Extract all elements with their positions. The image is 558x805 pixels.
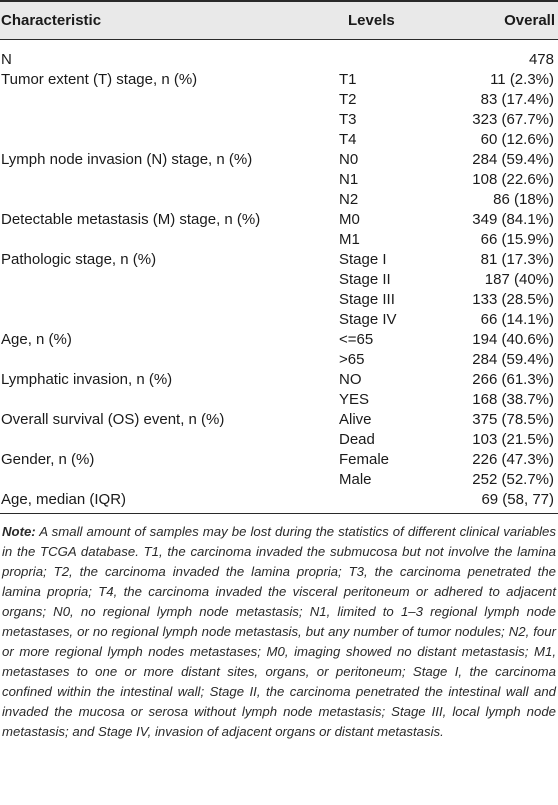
note-text: A small amount of samples may be lost during the statistics of different clinical variables in the TCGA database. T1, the carcinoma invaded the submucosa but not involve the lamina propria; T2, the carcinoma invaded the lamina propria; T3, the carcinoma penetrated the lamina propria; T4, the carcinoma invaded the visceral peritoneum or adhered to adjacent organs; N0, no regional lymph node metastasis; N1, limited to 1–3 regional lymph node metastases, or no regional lymph node metastasis, but any number of tumor nodules; N2, four or more regional lymph nodes metastases; M0, imaging showed no distant metastasis; M1, metastases to one or more distant sites, organs, or peritoneum; Stage I, the carcinoma confined within the intestinal wall; Stage II, the carcinoma penetrated the intestinal wall and invaded the mucosa or serosa without lymph node metastasis; Stage III, local lymph node metastasis; and Stage IV, invasion of adjacent organs or distant metastasis. <box>2 524 556 739</box>
cell-level: Male <box>339 471 372 488</box>
table-footnote <box>0 513 558 742</box>
table-row <box>0 190 558 210</box>
cell-level: N1 <box>339 171 359 188</box>
cell-overall: 252 (52.7%) <box>472 471 554 488</box>
table-row <box>0 210 558 230</box>
cell-overall: 349 (84.1%) <box>472 211 554 228</box>
table-row <box>0 350 558 370</box>
cell-overall: 133 (28.5%) <box>472 291 554 308</box>
table-row <box>0 110 558 130</box>
table-row <box>0 290 558 310</box>
cell-characteristic <box>0 90 338 110</box>
table-row <box>0 40 558 71</box>
cell-level: NO <box>339 371 362 388</box>
cell-characteristic: Overall survival (OS) event, n (%) <box>1 411 225 428</box>
cell-level: Dead <box>339 431 375 448</box>
table-row <box>0 330 558 350</box>
cell-overall: 194 (40.6%) <box>472 331 554 348</box>
cell-characteristic: Age, n (%) <box>1 331 72 348</box>
cell-characteristic <box>0 130 338 150</box>
cell-overall: 284 (59.4%) <box>472 351 554 368</box>
cell-characteristic <box>0 310 338 330</box>
table-row <box>0 490 558 513</box>
table-row <box>0 450 558 470</box>
table-row <box>0 250 558 270</box>
header-characteristic: Characteristic <box>1 11 102 29</box>
cell-level: Stage II <box>339 271 391 288</box>
cell-overall: 60 (12.6%) <box>480 131 554 148</box>
cell-overall: 266 (61.3%) <box>472 371 554 388</box>
table-header-row <box>0 1 558 40</box>
cell-overall: 284 (59.4%) <box>472 151 554 168</box>
cell-overall: 11 (2.3%) <box>490 71 554 88</box>
cell-overall: 478 <box>528 51 554 68</box>
cell-characteristic <box>0 230 338 250</box>
cell-level: N2 <box>339 191 359 208</box>
cell-overall: 66 (14.1%) <box>480 311 554 328</box>
cell-characteristic <box>0 350 338 370</box>
table-row <box>0 430 558 450</box>
cell-characteristic: Pathologic stage, n (%) <box>1 251 157 268</box>
table-row <box>0 470 558 490</box>
cell-overall: 103 (21.5%) <box>472 431 554 448</box>
cell-level: Alive <box>339 411 372 428</box>
cell-characteristic: Gender, n (%) <box>1 451 95 468</box>
header-levels: Levels <box>348 11 395 29</box>
cell-characteristic: Tumor extent (T) stage, n (%) <box>1 71 198 88</box>
table-row <box>0 130 558 150</box>
note-label: Note: <box>2 524 36 539</box>
cell-overall: 83 (17.4%) <box>480 91 554 108</box>
cell-level: T2 <box>339 91 357 108</box>
cell-level: YES <box>339 391 370 408</box>
table-row <box>0 270 558 290</box>
cell-level: T1 <box>339 71 357 88</box>
cell-overall: 69 (58, 77) <box>481 491 554 508</box>
cell-characteristic <box>0 190 338 210</box>
cell-level: M1 <box>339 231 360 248</box>
cell-characteristic <box>0 110 338 130</box>
cell-characteristic <box>0 290 338 310</box>
table-row <box>0 390 558 410</box>
cell-overall: 108 (22.6%) <box>472 171 554 188</box>
table-row <box>0 370 558 390</box>
cell-overall: 66 (15.9%) <box>480 231 554 248</box>
cell-overall: 168 (38.7%) <box>472 391 554 408</box>
cell-level: N0 <box>339 151 359 168</box>
cell-overall: 86 (18%) <box>493 191 554 208</box>
header-overall: Overall <box>504 11 555 29</box>
cell-characteristic <box>0 270 338 290</box>
cell-characteristic: Age, median (IQR) <box>1 491 127 508</box>
cell-characteristic: Detectable metastasis (M) stage, n (%) <box>1 211 261 228</box>
table-row <box>0 310 558 330</box>
cell-level: Stage I <box>339 251 387 268</box>
cell-characteristic: Lymph node invasion (N) stage, n (%) <box>1 151 253 168</box>
cell-characteristic: Lymphatic invasion, n (%) <box>1 371 173 388</box>
cell-level: Stage IV <box>339 311 397 328</box>
cell-characteristic <box>0 390 338 410</box>
cell-overall: 187 (40%) <box>484 271 554 288</box>
cell-level: T4 <box>339 131 357 148</box>
cell-overall: 323 (67.7%) <box>472 111 554 128</box>
cell-characteristic: N <box>1 51 12 68</box>
cell-overall: 81 (17.3%) <box>480 251 554 268</box>
cell-level: Female <box>339 451 390 468</box>
table-row <box>0 90 558 110</box>
table-row <box>0 230 558 250</box>
cell-level <box>338 40 448 71</box>
table-row <box>0 170 558 190</box>
cell-level: Stage III <box>339 291 395 308</box>
cell-level <box>338 490 448 513</box>
table-row <box>0 70 558 90</box>
cell-characteristic <box>0 470 338 490</box>
cell-level: M0 <box>339 211 360 228</box>
cell-overall: 226 (47.3%) <box>472 451 554 468</box>
cell-characteristic <box>0 170 338 190</box>
cell-level: <=65 <box>339 331 374 348</box>
cell-overall: 375 (78.5%) <box>472 411 554 428</box>
table-row <box>0 150 558 170</box>
cell-level: T3 <box>339 111 357 128</box>
cell-level: >65 <box>339 351 365 368</box>
table-row <box>0 410 558 430</box>
table-body <box>0 40 558 514</box>
cell-characteristic <box>0 430 338 450</box>
